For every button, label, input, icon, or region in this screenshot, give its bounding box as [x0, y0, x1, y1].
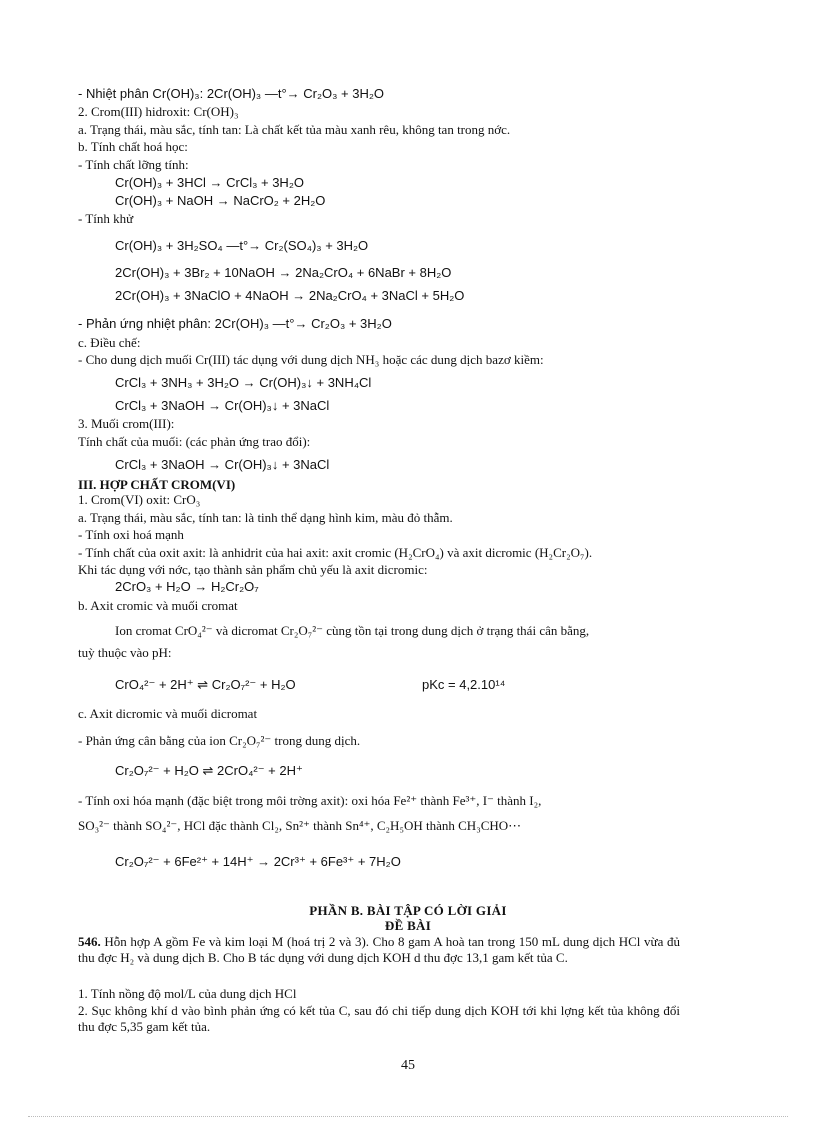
text-line: a. Trạng thái, màu sắc, tính tan: là tinh thể dạng hình kim, màu đỏ thẫm. [78, 510, 453, 525]
page-bottom-divider [28, 1116, 788, 1117]
equation: CrO₄²⁻ + 2H⁺ ⇌ Cr₂O₇²⁻ + H₂O [115, 677, 296, 692]
text-line: - Phản ứng nhiệt phân: 2Cr(OH)₃ —t°→ Cr₂O₃ + 3H₂O [78, 316, 392, 331]
equation: Cr(OH)₃ + NaOH → NaCrO₂ + 2H₂O [115, 193, 326, 208]
equation: 2Cr(OH)₃ + 3Br₂ + 10NaOH → 2Na₂CrO₄ + 6NaBr + 8H₂O [115, 265, 452, 280]
text-line: - Tính khử [78, 211, 134, 226]
text-line: - Phản ứng cân bằng của ion Cr₂O₇²⁻ trong dung dịch. [78, 733, 361, 748]
equation: CrCl₃ + 3NH₃ + 3H₂O → Cr(OH)₃↓ + 3NH₄Cl [115, 375, 372, 390]
text-line: - Tính oxi hóa mạnh (đặc biệt trong môi trờng axit): oxi hóa Fe²⁺ thành Fe³⁺, I⁻ thành I₂, [78, 793, 542, 808]
equation: 2Cr(OH)₃ + 3NaClO + 4NaOH → 2Na₂CrO₄ + 3NaCl + 5H₂O [115, 288, 465, 303]
text-line: c. Axit dicromic và muối dicromat [78, 706, 258, 721]
problem-number: 546. [78, 934, 101, 949]
equation: CrCl₃ + 3NaOH → Cr(OH)₃↓ + 3NaCl [115, 457, 330, 472]
text-line: a. Trạng thái, màu sắc, tính tan: Là chất kết tủa màu xanh rêu, không tan trong nớc. [78, 122, 511, 137]
text-line: 1. Crom(VI) oxit: CrO₃ [78, 492, 201, 507]
equation: Cr(OH)₃ + 3HCl → CrCl₃ + 3H₂O [115, 175, 304, 190]
text-line: Khi tác dụng với nớc, tạo thành sản phẩm chủ yếu là axit dicromic: [78, 562, 428, 577]
text-line: - Tính oxi hoá mạnh [78, 527, 184, 542]
text-line: tuỳ thuộc vào pH: [78, 645, 172, 660]
problem-546 [78, 934, 680, 966]
text-line: b. Axit cromic và muối cromat [78, 598, 238, 613]
text-line: c. Điều chế: [78, 335, 141, 350]
text-line: Ion cromat CrO₄²⁻ và dicromat Cr₂O₇²⁻ cùng tồn tại trong dung dịch ở trạng thái cân bằng, [115, 623, 590, 638]
question-2: 2. Sục không khí d vào bình phản ứng có kết tủa C, sau đó chi tiếp dung dịch KOH tới khi lợng kết tủa không đổi thu đợc 5,35 gam kết tủa. [78, 1003, 680, 1034]
section-heading: III. HỢP CHẤT CROM(VI) [78, 477, 236, 492]
text-line: - Nhiệt phân Cr(OH)₃: 2Cr(OH)₃ —t°→ Cr₂O₃ + 3H₂O [78, 86, 385, 101]
problem-text: Hỗn hợp A gồm Fe và kim loại M (hoá trị 2 và 3). Cho 8 gam A hoà tan trong 150 mL dung dịch HCl vừa đủ thu đợc H₂ và dung dịch B. Cho B tác dụng với dung dịch KOH d thu đợc 13,1 gam kết tủa C. [78, 934, 680, 965]
page-number: 45 [401, 1058, 415, 1073]
text-line: SO₃²⁻ thành SO₄²⁻, HCl đặc thành Cl₂, Sn²⁺ thành Sn⁴⁺, C₂H₅OH thành CH₃CHO⋯ [78, 818, 522, 833]
question-1: 1. Tính nồng độ mol/L của dung dịch HCl [78, 986, 297, 1001]
part-b-title: PHẦN B. BÀI TẬP CÓ LỜI GIẢI [309, 903, 507, 918]
equation: 2CrO₃ + H₂O → H₂Cr₂O₇ [115, 579, 259, 594]
part-b-subtitle: ĐỀ BÀI [384, 918, 432, 933]
text-line: - Cho dung dịch muối Cr(III) tác dụng với dung dịch NH₃ hoặc các dung dịch bazơ kiềm: [78, 352, 544, 367]
text-line: b. Tính chất hoá học: [78, 139, 188, 154]
text-line: 3. Muối crom(III): [78, 416, 175, 431]
equilibrium-constant: pKc = 4,2.10¹⁴ [422, 677, 506, 692]
equation: CrCl₃ + 3NaOH → Cr(OH)₃↓ + 3NaCl [115, 398, 330, 413]
equation: Cr₂O₇²⁻ + 6Fe²⁺ + 14H⁺ → 2Cr³⁺ + 6Fe³⁺ + 7H₂O [115, 854, 401, 869]
text-line: - Tính chất lỡng tính: [78, 157, 189, 172]
equation: Cr(OH)₃ + 3H₂SO₄ —t°→ Cr₂(SO₄)₃ + 3H₂O [115, 238, 369, 253]
text-line: - Tính chất của oxit axit: là anhidrit của hai axit: axit cromic (H₂CrO₄) và axit dicromic (H₂Cr₂O₇). [78, 545, 593, 560]
text-line: Tính chất của muối: (các phản ứng trao đổi): [78, 434, 311, 449]
equation: Cr₂O₇²⁻ + H₂O ⇌ 2CrO₄²⁻ + 2H⁺ [115, 763, 303, 778]
text-line: 2. Crom(III) hidroxit: Cr(OH)₃ [78, 104, 239, 119]
